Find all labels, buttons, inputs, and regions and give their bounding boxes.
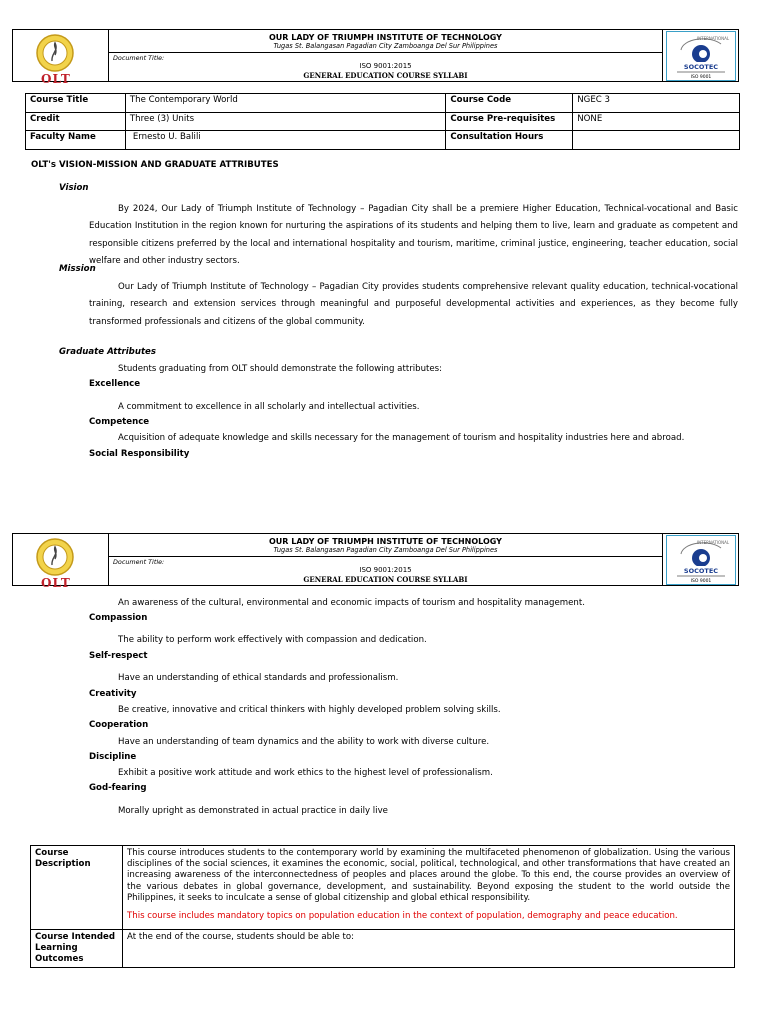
socotec-iso: ISO 9001 (690, 74, 711, 80)
course-description-cell (123, 846, 735, 930)
iso-label: ISO 9001:2015 (359, 62, 412, 70)
credit-label: Credit (26, 112, 126, 131)
cilo-text: At the end of the course, students should be able to: (123, 930, 735, 968)
school-address: Tugas St. Balangasan Pagadian City Zamboanga Del Sur Philippines (273, 546, 498, 554)
socotec-logo (666, 31, 736, 81)
course-description-table (30, 845, 735, 968)
social-heading: Social Responsibility (89, 449, 190, 459)
document-title-label: Document Title: (113, 558, 165, 566)
course-description-label: Course Description (31, 846, 123, 930)
table-row (31, 846, 735, 930)
socotec-ring-text: INTERNATIONAL (696, 35, 729, 41)
course-title-value: The Contemporary World (125, 94, 445, 113)
mission-text: Our Lady of Triumph Institute of Technology – Pagadian City provides students comprehensive relevant quality education, technical-vocational training, research and extension services through meaningful and purposeful developmental activities and experiences, as they become fully transformed professionals and citizens of the global community. (89, 282, 738, 327)
cilo-label: Course Intended Learning Outcomes (31, 930, 123, 968)
selfrespect-heading: Self-respect (89, 651, 148, 661)
cooperation-heading: Cooperation (89, 720, 149, 730)
socotec-logo (666, 535, 736, 585)
creativity-text: Be creative, innovative and critical thinkers with highly developed problem solving skills. (118, 705, 501, 715)
page-header (12, 29, 739, 86)
socotec-iso: ISO 9001 (690, 578, 711, 584)
graduate-heading: Graduate Attributes (59, 347, 156, 357)
godfearing-heading: God-fearing (89, 783, 147, 793)
school-address: Tugas St. Balangasan Pagadian City Zamboanga Del Sur Philippines (273, 42, 498, 50)
mission-heading: Mission (59, 264, 96, 274)
socotec-brand: SOCOTEC (683, 62, 718, 71)
prereq-label: Course Pre-requisites (446, 112, 573, 131)
socotec-icon (667, 32, 735, 80)
course-code-label: Course Code (446, 94, 573, 113)
page-header-2 (12, 533, 739, 590)
table-row (26, 131, 740, 150)
faculty-label: Faculty Name (26, 131, 126, 150)
godfearing-text: Morally upright as demonstrated in actual practice in daily live (118, 806, 388, 816)
mandatory-topics-note: This course includes mandatory topics on population education in the context of population, demography and peace education. (127, 911, 678, 922)
discipline-text: Exhibit a positive work attitude and work ethics to the highest level of professionalism. (118, 768, 493, 778)
discipline-heading: Discipline (89, 752, 137, 762)
excellence-heading: Excellence (89, 379, 141, 389)
socotec-icon (667, 536, 735, 584)
vision-text: By 2024, Our Lady of Triumph Institute of Technology – Pagadian City shall be a premiere Higher Education, Technical-vocational and Basic Education Institution in the region known for nurturing the aspirations of its students and helping them to live, learn and graduate as competent and responsible citizens preferred by the local and international hospitality and tourism, maritime, criminal justice, engineering, teacher education, social welfare and other industry sectors. (89, 204, 738, 266)
olt-logo-text: OLT (41, 576, 71, 590)
document-title: GENERAL EDUCATION COURSE SYLLABI (303, 71, 468, 80)
consultation-value (573, 131, 740, 150)
social-text: An awareness of the cultural, environmental and economic impacts of tourism and hospitality management. (118, 598, 585, 608)
creativity-heading: Creativity (89, 689, 137, 699)
cooperation-text: Have an understanding of team dynamics and the ability to work with diverse culture. (118, 737, 490, 747)
credit-value: Three (3) Units (125, 112, 445, 131)
compassion-heading: Compassion (89, 613, 148, 623)
school-name: OUR LADY OF TRIUMPH INSTITUTE OF TECHNOLOGY (269, 537, 502, 546)
prereq-value: NONE (573, 112, 740, 131)
school-name: OUR LADY OF TRIUMPH INSTITUTE OF TECHNOLOGY (269, 33, 502, 42)
olt-logo-text: OLT (41, 72, 71, 86)
consultation-label: Consultation Hours (446, 131, 573, 150)
school-logo (13, 30, 109, 86)
competence-heading: Competence (89, 417, 150, 427)
document-title-label: Document Title: (113, 54, 165, 62)
selfrespect-text: Have an understanding of ethical standards and professionalism. (118, 673, 399, 683)
course-info-table (25, 93, 740, 150)
course-code-value: NGEC 3 (573, 94, 740, 113)
section-title: OLT's VISION-MISSION AND GRADUATE ATTRIBUTES (31, 160, 279, 170)
table-row (26, 112, 740, 131)
graduate-intro: Students graduating from OLT should demonstrate the following attributes: (118, 364, 443, 374)
competence-text: Acquisition of adequate knowledge and skills necessary for the management of tourism and hospitality industries here and abroad. (118, 433, 685, 443)
vision-heading: Vision (59, 183, 89, 193)
faculty-value: Ernesto U. Balili (125, 131, 445, 150)
document-title: GENERAL EDUCATION COURSE SYLLABI (303, 575, 468, 584)
socotec-ring-text: INTERNATIONAL (696, 539, 729, 545)
course-description-text: This course introduces students to the contemporary world by examining the multifaceted phenomenon of globalization. Using the various disciplines of the social sciences, it examines the economic, social, political, technological, and other transformations that have created an increasing awareness of the interconnectedness of peoples and places around the globe. To this end, the course provides an overview of the various debates in global governance, development, and sustainability. Beyond exposing the student to the world outside the Philippines, it seeks to inculcate a sense of global citizenship and global ethical responsibility. (127, 848, 730, 903)
excellence-text: A commitment to excellence in all scholarly and intellectual activities. (118, 402, 420, 412)
socotec-brand: SOCOTEC (683, 566, 718, 575)
table-row (31, 930, 735, 968)
compassion-text: The ability to perform work effectively with compassion and dedication. (118, 635, 427, 645)
table-row (26, 94, 740, 113)
iso-label: ISO 9001:2015 (359, 566, 412, 574)
crest-icon (31, 537, 79, 577)
crest-icon (31, 33, 79, 73)
school-logo (13, 534, 109, 590)
course-title-label: Course Title (26, 94, 126, 113)
